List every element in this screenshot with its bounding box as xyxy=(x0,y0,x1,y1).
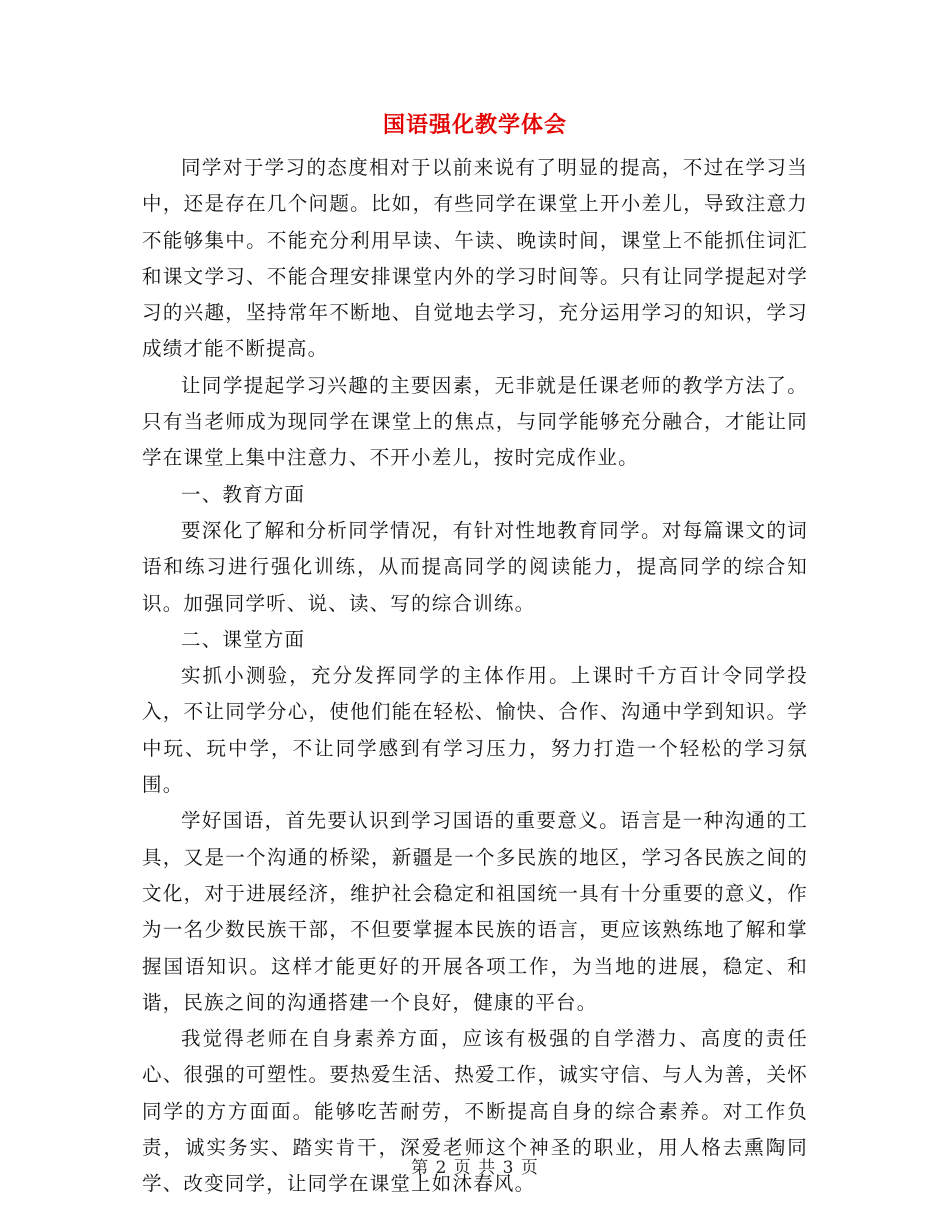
paragraph-3: 要深化了解和分析同学情况，有针对性地教育同学。对每篇课文的词语和练习进行强化训练，从而提高同学的阅读能力，提高同学的综合知识。加强同学听、说、读、写的综合训练。 xyxy=(142,518,808,615)
page-footer: 第 2 页 共 3 页 xyxy=(411,1158,539,1178)
paragraph-1: 同学对于学习的态度相对于以前来说有了明显的提高，不过在学习当中，还是存在几个问题。比如，有些同学在课堂上开小差儿，导致注意力不能够集中。不能充分利用早读、午读、晚读时间，课堂上不能抓住词汇和课文学习、不能合理安排课堂内外的学习时间等。只有让同学提起对学习的兴趣，坚持常年不断地、自觉地去学习，充分运用学习的知识，学习成绩才能不断提高。 xyxy=(142,156,808,361)
paragraph-2: 让同学提起学习兴趣的主要因素，无非就是任课老师的教学方法了。只有当老师成为现同学在课堂上的焦点，与同学能够充分融合，才能让同学在课堂上集中注意力、不开小差儿，按时完成作业。 xyxy=(142,373,808,470)
paragraph-6: 我觉得老师在自身素养方面，应该有极强的自学潜力、高度的责任心、很强的可塑性。要热爱生活、热爱工作，诚实守信、与人为善，关怀同学的方方面面。能够吃苦耐劳，不断提高自身的综合素养。对工作负责，诚实务实、踏实肯干，深爱老师这个神圣的职业，用人格去熏陶同学、改变同学，让同学在课堂上如沐春风。 xyxy=(142,1027,808,1196)
document-title: 国语强化教学体会 xyxy=(382,112,567,138)
paragraph-4: 实抓小测验，充分发挥同学的主体作用。上课时千方百计令同学投入，不让同学分心，使他们能在轻松、愉快、合作、沟通中学到知识。学中玩、玩中学，不让同学感到有学习压力，努力打造一个轻松的学习氛围。 xyxy=(142,664,808,797)
document-body xyxy=(142,150,808,1203)
section-heading-education: 一、教育方面 xyxy=(181,482,306,506)
section-heading-classroom: 二、课堂方面 xyxy=(181,627,306,651)
paragraph-5: 学好国语，首先要认识到学习国语的重要意义。语言是一种沟通的工具，又是一个沟通的桥梁，新疆是一个多民族的地区，学习各民族之间的文化，对于进展经济，维护社会稳定和祖国统一具有十分重要的意义，作为一名少数民族干部，不但要掌握本民族的语言，更应该熟练地了解和掌握国语知识。这样才能更好的开展各项工作，为当地的进展，稳定、和谐，民族之间的沟通搭建一个良好，健康的平台。 xyxy=(142,809,808,1014)
